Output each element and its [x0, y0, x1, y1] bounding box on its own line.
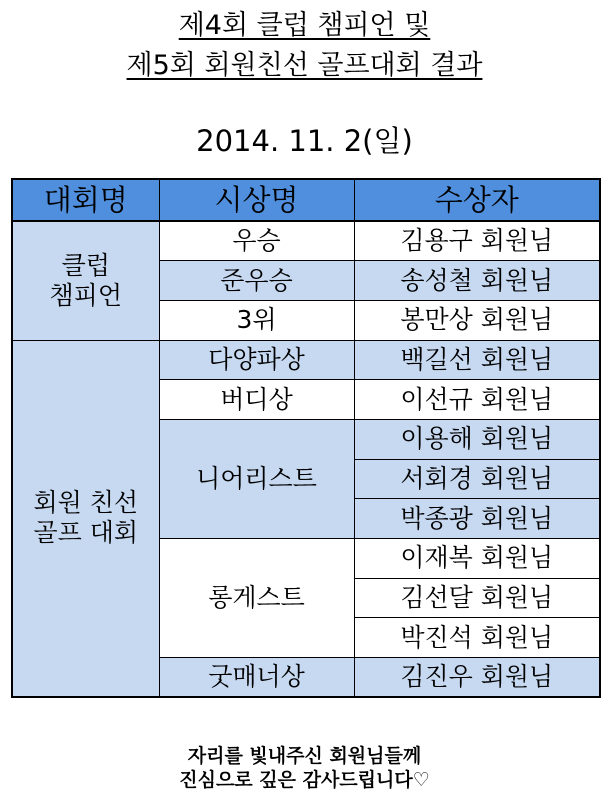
award-cell: 굿매너상 — [159, 658, 354, 698]
winner-cell: 서회경 회원님 — [354, 459, 600, 499]
thank-you-message — [0, 744, 609, 792]
table-row — [12, 221, 600, 261]
header-row — [12, 179, 600, 221]
award-cell: 준우승 — [159, 261, 354, 301]
award-cell: 버디상 — [159, 380, 354, 420]
competition-member-golf — [12, 340, 159, 697]
competition-label-line: 골프 대회 — [33, 518, 139, 548]
winner-cell: 김선달 회원님 — [354, 578, 600, 618]
header-competition: 대회명 — [12, 179, 159, 221]
winner-cell: 이용해 회원님 — [354, 419, 600, 459]
competition-club-champion — [12, 221, 159, 340]
winner-cell: 이선규 회원님 — [354, 380, 600, 420]
thank-you-line: 진심으로 깊은 감사드립니다♡ — [179, 769, 430, 791]
award-cell: 다양파상 — [159, 340, 354, 380]
competition-label-line: 챔피언 — [49, 280, 122, 310]
award-cell: 니어리스트 — [159, 419, 354, 538]
winner-cell: 박진석 회원님 — [354, 618, 600, 658]
award-cell: 우승 — [159, 221, 354, 261]
header-award: 시상명 — [159, 179, 354, 221]
award-cell: 롱게스트 — [159, 539, 354, 658]
winner-cell: 김용구 회원님 — [354, 221, 600, 261]
winner-cell: 박종광 회원님 — [354, 499, 600, 539]
award-cell: 3위 — [159, 300, 354, 340]
thank-you-line: 자리를 빛내주신 회원님들께 — [187, 745, 422, 767]
table-row — [12, 340, 600, 380]
competition-label-line: 클럽 — [61, 250, 110, 280]
event-date: 2014. 11. 2(일) — [196, 124, 413, 158]
winner-cell: 봉만상 회원님 — [354, 300, 600, 340]
title-line-2: 제5회 회원친선 골프대회 결과 — [126, 50, 483, 81]
winner-cell: 송성철 회원님 — [354, 261, 600, 301]
winner-cell: 백길선 회원님 — [354, 340, 600, 380]
winner-cell: 이재복 회원님 — [354, 539, 600, 579]
results-table — [11, 178, 601, 698]
header-winner: 수상자 — [354, 179, 600, 221]
winner-cell: 김진우 회원님 — [354, 658, 600, 698]
competition-label-line: 회원 친선 — [33, 488, 139, 518]
title-line-1: 제4회 클럽 챔피언 및 — [178, 10, 431, 41]
